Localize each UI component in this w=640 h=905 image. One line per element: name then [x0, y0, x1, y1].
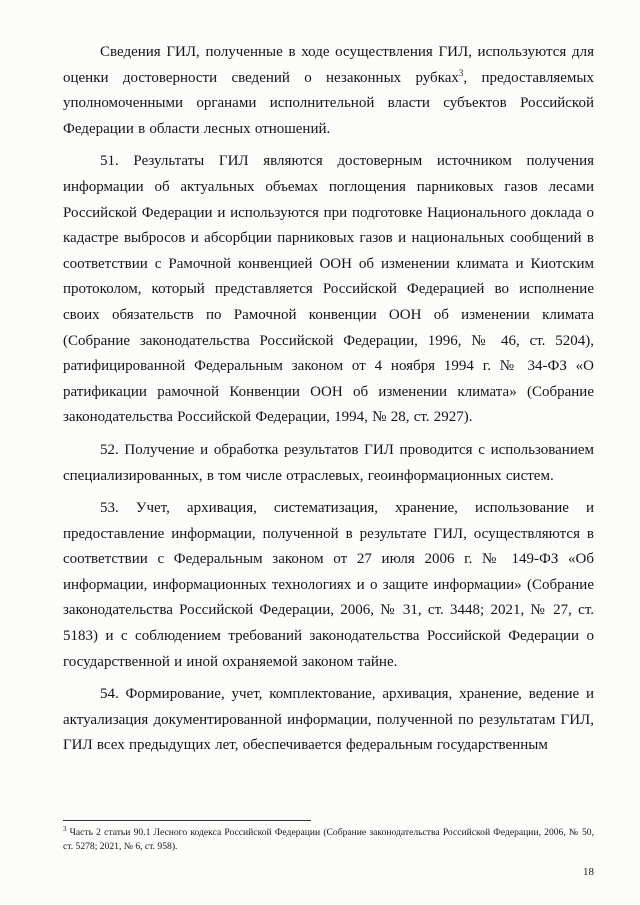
paragraph-text: , предоставляемых уполномоченными органами исполнительной власти субъектов Российской Федерации в области лесных отношений.: [63, 69, 595, 137]
footnote-text: Часть 2 статьи 90.1 Лесного кодекса Российской Федерации (Собрание законодательства Российской Федерации, 2006, № 50, ст. 5278; 2021, № 6, ст. 958).: [63, 827, 594, 852]
document-body: [63, 40, 594, 766]
footnote-divider: [63, 820, 311, 821]
footnote: [63, 826, 594, 854]
paragraph-52: 52. Получение и обработка результатов ГИЛ проводится с использованием специализированных, в том числе отраслевых, геоинформационных систем.: [63, 441, 594, 484]
footnote-reference[interactable]: 3: [458, 67, 464, 78]
footnote-mark: 3: [63, 825, 67, 833]
paragraph-54: 54. Формирование, учет, комплектование, архивация, хранение, ведение и актуализация документированной информации, полученной по результатам ГИЛ, ГИЛ всех предыдущих лет, обеспечивается федеральным государственным: [63, 686, 594, 754]
paragraph-text: Сведения ГИЛ, полученные в ходе осуществления ГИЛ, используются для оценки достоверности сведений о незаконных рубках: [63, 44, 594, 86]
paragraph-53: 53. Учет, архивация, систематизация, хранение, использование и предоставление информации, полученной в результате ГИЛ, осуществляются в соответствии с Федеральным законом от 27 июля 2006 г. № 149-ФЗ «Об информации, информационных технологиях и о защите информации» (Собрание законодательства Российской Федерации, 2006, № 31, ст. 3448; 2021, № 27, ст. 5183) и с соблюдением требований законодательства Российской Федерации о государственной и иной охраняемой законом тайне.: [63, 500, 594, 670]
paragraph-51: 51. Результаты ГИЛ являются достоверным источником получения информации об актуальных объемах поглощения парниковых газов лесами Российской Федерации и используются при подготовке Национального доклада о кадастре выбросов и абсорбции парниковых газов и национальных сообщений в соответствии с Рамочной конвенцией ООН об изменении климата и Киотским протоколом, который представляется Российской Федерацией во исполнение своих обязательств по Рамочной конвенции ООН об изменении климата (Собрание законодательства Российской Федерации, 1996, № 46, ст. 5204), ратифицированной Федеральным законом от 4 ноября 1994 г. № 34-ФЗ «О ратификации рамочной Конвенции ООН об изменении климата» (Собрание законодательства Российской Федерации, 1994, № 28, ст. 2927).: [63, 153, 594, 426]
paragraph-gil-data-usage: [63, 40, 594, 142]
page-number: 18: [583, 866, 594, 878]
